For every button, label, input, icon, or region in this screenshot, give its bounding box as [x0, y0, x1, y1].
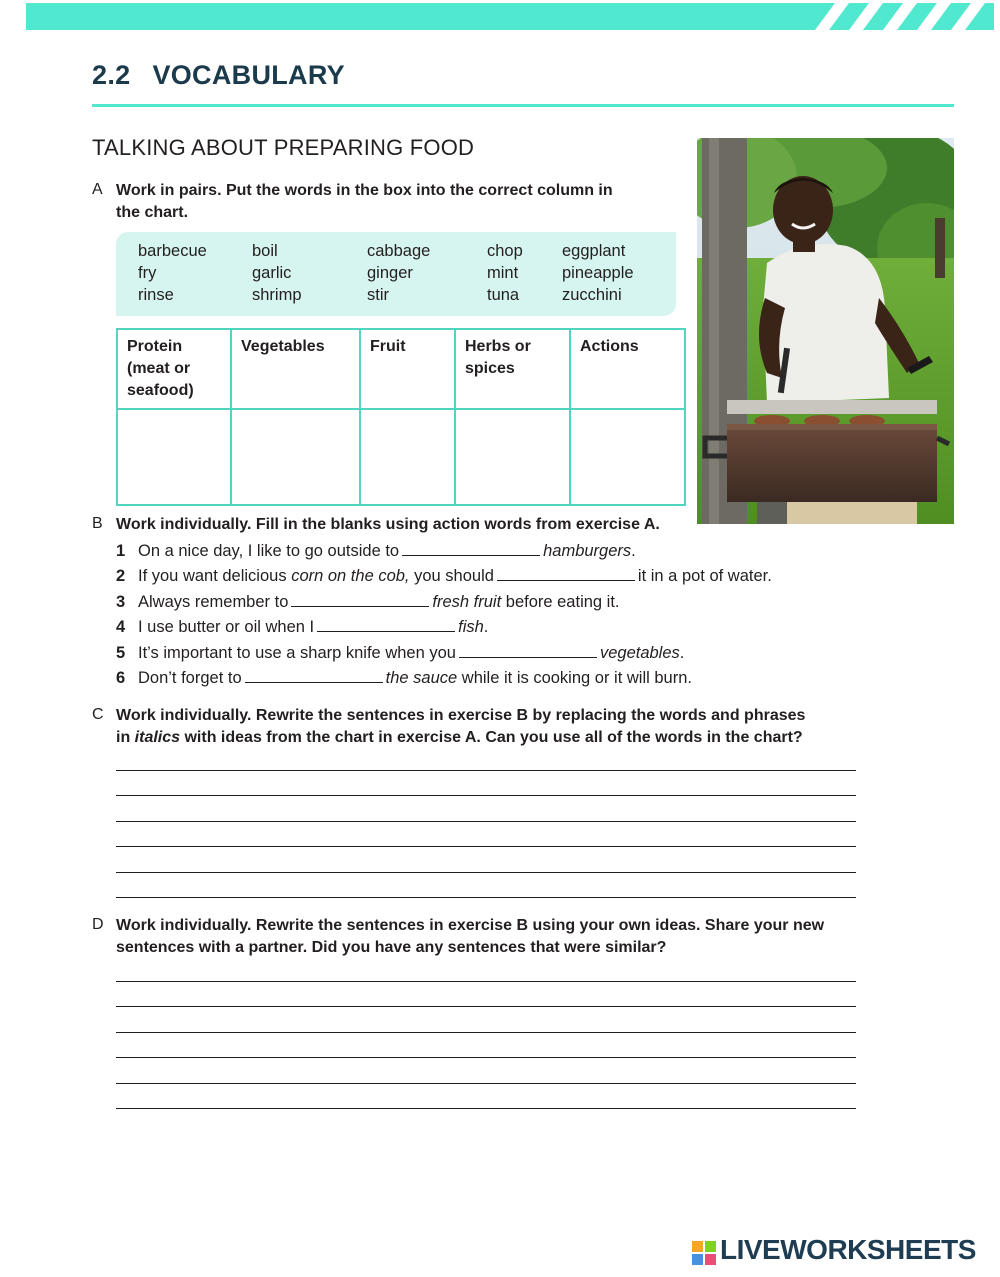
- item-italic-text: corn on the cob,: [291, 567, 410, 585]
- exercise-d-line-2: sentences with a partner. Did you have any sentences that were similar?: [116, 939, 667, 956]
- exercise-a-instruction-line-1: Work in pairs. Put the words in the box into the correct column in: [116, 182, 613, 199]
- item-text-end: before eating it.: [505, 593, 620, 611]
- word-barbecue[interactable]: barbecue: [138, 242, 207, 260]
- chart-header-actions: [570, 329, 685, 409]
- word-rinse[interactable]: rinse: [138, 286, 174, 304]
- item-text-end: .: [631, 542, 636, 560]
- chart-header-vegetables-label: Vegetables: [241, 338, 325, 355]
- exercise-b-item-6: [116, 668, 692, 688]
- item-text: On a nice day, I like to go outside to: [138, 542, 400, 560]
- exercise-c-letter: C: [92, 706, 104, 723]
- exercise-d-line-1: Work individually. Rewrite the sentences in exercise B using your own ideas. Share your new: [116, 917, 825, 934]
- item-italic-text: vegetables: [599, 644, 680, 662]
- item-text: It’s important to use a sharp knife when you: [138, 644, 456, 662]
- exercise-c-line-1: Work individually. Rewrite the sentences in exercise B by replacing the words and phrases: [116, 707, 806, 724]
- item-text: If you want delicious: [138, 567, 287, 585]
- item-italic-text: hamburgers: [543, 542, 632, 560]
- chart-header-herbs-line-2: spices: [465, 360, 515, 377]
- writing-line-d-2[interactable]: [116, 1006, 856, 1007]
- blank-input[interactable]: [402, 541, 540, 556]
- writing-line-d-6[interactable]: [116, 1108, 856, 1109]
- liveworksheets-logo-text: LIVEWORKSHEETS: [720, 1234, 976, 1265]
- item-number: 2: [116, 567, 126, 585]
- chart-header-vegetables: [231, 329, 360, 409]
- exercise-b-item-4: [116, 617, 488, 637]
- item-number: 6: [116, 669, 126, 687]
- blank-input[interactable]: [459, 643, 597, 658]
- word-pineapple[interactable]: pineapple: [562, 264, 634, 282]
- word-chop[interactable]: chop: [487, 242, 523, 260]
- chart-header-fruit-label: Fruit: [370, 338, 406, 355]
- writing-line-c-3[interactable]: [116, 821, 856, 822]
- word-cabbage[interactable]: cabbage: [367, 242, 431, 260]
- writing-line-c-1[interactable]: [116, 770, 856, 771]
- item-text-end: .: [483, 618, 489, 636]
- exercise-d-instruction: [116, 915, 824, 959]
- word-tuna[interactable]: tuna: [487, 286, 520, 304]
- chart-header-row: [117, 329, 685, 409]
- writing-line-c-6[interactable]: [116, 897, 856, 898]
- word-shrimp[interactable]: shrimp: [252, 286, 302, 304]
- section-name: VOCABULARY: [152, 60, 345, 90]
- writing-line-d-3[interactable]: [116, 1032, 856, 1033]
- item-number: 4: [116, 618, 126, 636]
- writing-line-c-5[interactable]: [116, 872, 856, 873]
- section-number: 2.2: [92, 60, 131, 90]
- exercise-a-letter: A: [92, 181, 103, 198]
- exercise-c-line-2: [116, 727, 805, 749]
- word-zucchini[interactable]: zucchini: [562, 286, 622, 304]
- exercise-d-letter: D: [92, 916, 104, 933]
- exercise-b-instruction: Work individually. Fill in the blanks using action words from exercise A.: [116, 516, 660, 533]
- chart-header-herbs-line-1: Herbs or: [465, 338, 531, 355]
- item-number: 5: [116, 644, 126, 662]
- blank-input[interactable]: [291, 592, 429, 607]
- blank-input[interactable]: [317, 617, 455, 632]
- blank-input[interactable]: [497, 566, 635, 581]
- exercise-c-line-2-pre: in: [116, 729, 131, 746]
- item-italic-text: fresh fruit: [432, 593, 502, 611]
- header-band: [26, 3, 994, 30]
- chart-header-protein: [117, 329, 231, 409]
- word-fry[interactable]: fry: [138, 264, 157, 282]
- writing-line-c-2[interactable]: [116, 795, 856, 796]
- chart-cell-actions[interactable]: [570, 409, 685, 505]
- word-ginger[interactable]: ginger: [367, 264, 413, 282]
- liveworksheets-logo[interactable]: [692, 1234, 988, 1269]
- exercise-b-item-1: [116, 541, 636, 561]
- item-text-end: it in a pot of water.: [637, 567, 772, 585]
- grill-photo-illustration: [697, 138, 954, 524]
- item-italic-text: fish: [458, 618, 484, 636]
- exercise-c-instruction: [116, 705, 805, 749]
- item-text-mid: you should: [414, 567, 494, 585]
- liveworksheets-logo-icon: [692, 1241, 716, 1265]
- exercise-a-instruction-line-2: the chart.: [116, 204, 189, 221]
- chart-cell-vegetables[interactable]: [231, 409, 360, 505]
- sorting-chart: [116, 328, 686, 506]
- exercise-b-item-5: [116, 643, 684, 663]
- chart-cell-herbs[interactable]: [455, 409, 570, 505]
- word-eggplant[interactable]: eggplant: [562, 242, 626, 260]
- chart-cell-fruit[interactable]: [360, 409, 455, 505]
- title-underline: [92, 104, 954, 107]
- exercise-c-italic-word: italics: [134, 729, 181, 746]
- chart-cell-protein[interactable]: [117, 409, 231, 505]
- item-text-end: .: [679, 644, 685, 662]
- item-number: 3: [116, 593, 126, 611]
- lesson-subtitle: TALKING ABOUT PREPARING FOOD: [92, 135, 475, 160]
- blank-input[interactable]: [245, 668, 383, 683]
- word-stir[interactable]: stir: [367, 286, 389, 304]
- chart-header-herbs: [455, 329, 570, 409]
- item-text: Always remember to: [138, 593, 289, 611]
- word-boil[interactable]: boil: [252, 242, 278, 260]
- word-garlic[interactable]: garlic: [252, 264, 292, 282]
- chart-header-protein-line-1: Protein: [127, 338, 183, 355]
- chart-answer-row: [117, 409, 685, 505]
- writing-line-d-1[interactable]: [116, 981, 856, 982]
- word-mint[interactable]: mint: [487, 264, 519, 282]
- item-text: Don’t forget to: [138, 669, 242, 687]
- item-text-end: while it is cooking or it will burn.: [461, 669, 692, 687]
- exercise-c-line-2-post: with ideas from the chart in exercise A. Can you use all of the words in the chart?: [184, 729, 803, 746]
- chart-header-actions-label: Actions: [580, 338, 639, 355]
- chart-header-fruit: [360, 329, 455, 409]
- exercise-b-letter: B: [92, 515, 103, 532]
- writing-line-c-4[interactable]: [116, 846, 856, 847]
- item-italic-text: the sauce: [385, 669, 458, 687]
- exercise-b-item-3: [116, 592, 620, 612]
- item-text: I use butter or oil when I: [138, 618, 315, 636]
- stripe-decoration: [801, 3, 994, 30]
- writing-line-d-4[interactable]: [116, 1057, 856, 1058]
- writing-line-d-5[interactable]: [116, 1083, 856, 1084]
- section-title: [92, 60, 345, 91]
- item-number: 1: [116, 542, 126, 560]
- chart-header-protein-line-2: (meat or: [127, 360, 191, 377]
- exercise-b-item-2: [116, 566, 772, 586]
- exercise-a-instruction: [116, 180, 613, 224]
- man-grilling-photo: [697, 138, 954, 524]
- word-box: [116, 232, 676, 316]
- chart-header-protein-line-3: seafood): [127, 382, 194, 399]
